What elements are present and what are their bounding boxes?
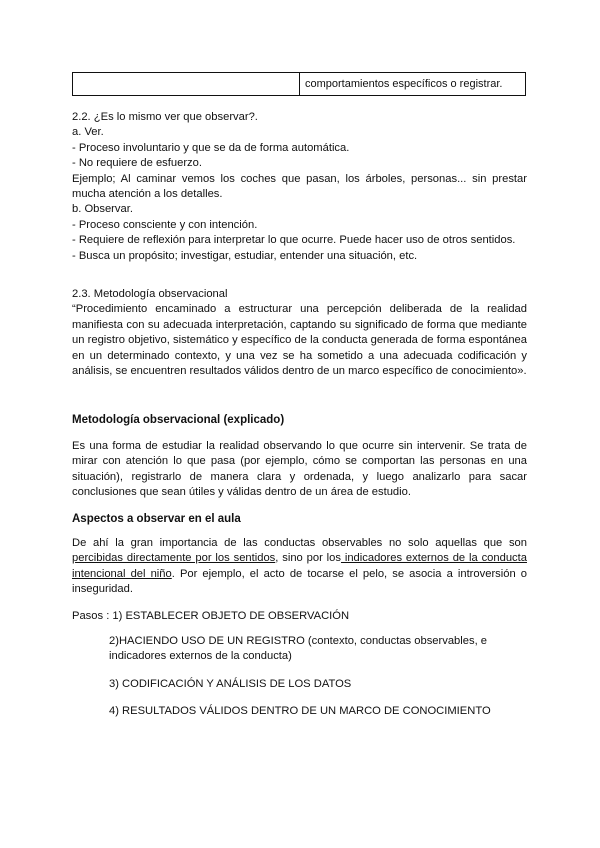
- underlined-text: indicadores externos de la conducta intencional del niño: [72, 552, 527, 580]
- table-fragment: [72, 72, 526, 96]
- list-item: - Requiere de reflexión para interpretar lo que ocurre. Puede hacer uso de otros sentidos.: [72, 234, 516, 247]
- steps-intro: Pasos : 1) ESTABLECER OBJETO DE OBSERVACIÓN: [72, 610, 350, 622]
- item-label: a. Ver.: [72, 126, 104, 139]
- section-heading: 2.3. Metodología observacional: [72, 288, 228, 300]
- section-heading: 2.2. ¿Es lo mismo ver que observar?.: [72, 111, 258, 123]
- list-item: - Busca un propósito; investigar, estudiar, entender una situación, etc.: [72, 249, 418, 262]
- table-cell-left: [73, 73, 300, 95]
- definition-quote: “Procedimiento encaminado a estructurar una percepción deliberada de la realidad manifiesta con su adecuada interpretación, captando su significado de forma que mediante un registro objetivo, sistemático y específico de la conducta generada de forma espontánea en un determinado contexto, y una vez se ha sometido a una adecuada codificación y análisis, se encuentren resultados válidos dentro de un marco específico de conocimiento».: [72, 303, 527, 378]
- section-title: Metodología observacional (explicado): [72, 414, 285, 426]
- step-item: 3) CODIFICACIÓN Y ANÁLISIS DE LOS DATOS: [109, 678, 352, 690]
- list-item: - No requiere de esfuerzo.: [72, 157, 202, 170]
- text-run: , sino por los: [275, 552, 341, 565]
- list-item: - Proceso consciente y con intención.: [72, 218, 258, 231]
- text-run: De ahí la gran importancia de las conductas observables no solo aquellas que son: [72, 537, 527, 549]
- section-metodologia: [72, 287, 527, 379]
- step-item: 4) RESULTADOS VÁLIDOS DENTRO DE UN MARCO DE CONOCIMIENTO: [109, 705, 491, 717]
- aula-body: [72, 536, 527, 598]
- text-run: . Por ejemplo, el acto de tocarse el pelo, se asocia a introversión o inseguridad.: [72, 567, 528, 596]
- explained-body: Es una forma de estudiar la realidad observando lo que ocurre sin intervenir. Se trata de mirar con atención lo que pasa (por ejemplo, cómo se comportan las personas en una situación), registrarlo de manera clara y ordenada, y luego analizarlo para sacar conclusiones que sean útiles y válidas dentro de un área de estudio.: [72, 440, 527, 499]
- section-ver-observar: [72, 110, 527, 264]
- list-item: - Proceso involuntario y que se da de forma automática.: [72, 141, 350, 154]
- underlined-text: percibidas directamente por los sentidos: [72, 552, 276, 565]
- item-label: b. Observar.: [72, 203, 133, 216]
- section-aula: [72, 512, 527, 527]
- step-item: 2)HACIENDO USO DE UN REGISTRO (contexto, conductas observables, e indicadores externos de la conducta): [109, 635, 488, 663]
- section-explicado: [72, 413, 527, 428]
- section-title: Aspectos a observar en el aula: [72, 513, 241, 525]
- example-text: Ejemplo; Al caminar vemos los coches que pasan, los árboles, personas... sin prestar mucha atención a los detalles.: [72, 172, 527, 201]
- table-cell-right: comportamientos específicos o registrar.: [305, 78, 503, 90]
